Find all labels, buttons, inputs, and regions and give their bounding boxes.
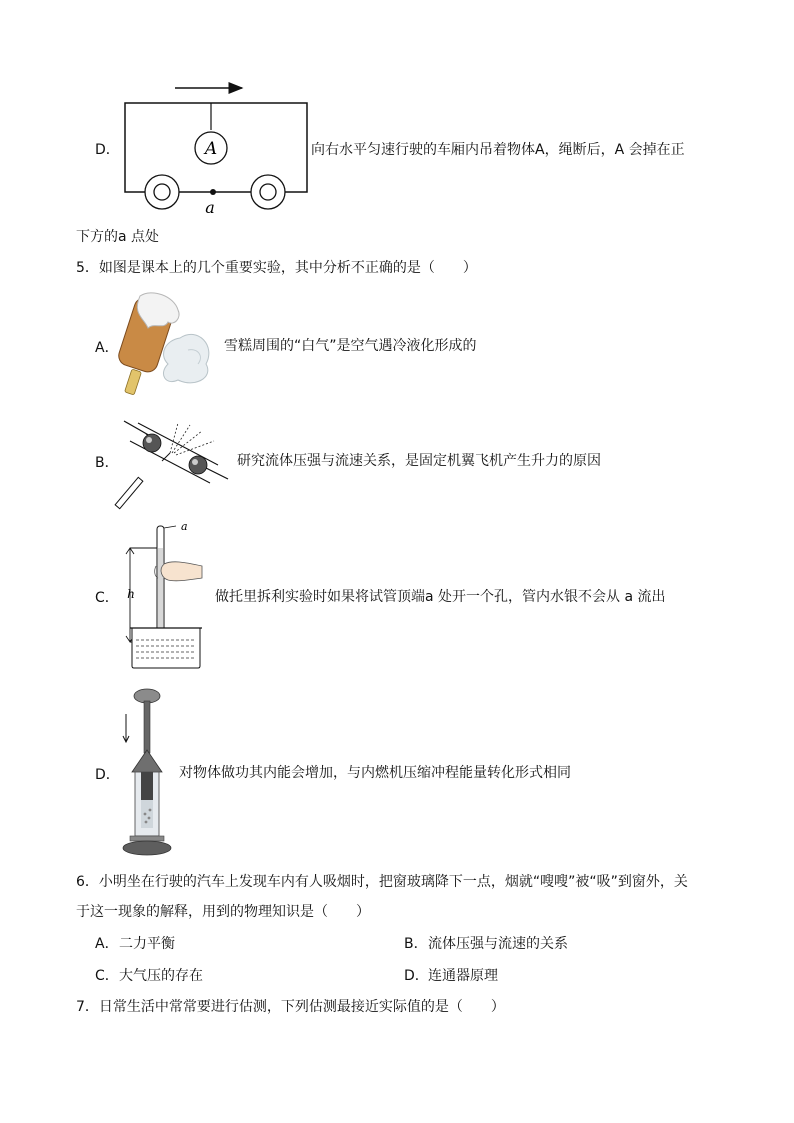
q5-option-d-label: D．	[95, 767, 120, 783]
q5-option-c-text: 做托里拆利实验时如果将试管顶端a 处开一个孔，管内水银不会从 a 流出	[215, 589, 666, 605]
torricelli-experiment-diagram	[118, 520, 210, 672]
q6-option-d-label: D．	[404, 968, 429, 984]
q5-stem: 5．如图是课本上的几个重要实验，其中分析不正确的是（ ）	[76, 260, 477, 276]
q7-stem: 7．日常生活中常常要进行估测，下列估测最接近实际值的是（ ）	[76, 999, 505, 1015]
q6-option-c-label: C．	[95, 968, 119, 984]
object-a-label: A	[204, 139, 218, 159]
point-a-label: a	[205, 198, 215, 217]
airflow-balls-diagram	[118, 415, 233, 505]
q6-stem-line2: 于这一现象的解释，用到的物理知识是（ ）	[76, 904, 370, 920]
q6-option-a-label: A．	[95, 936, 119, 952]
q5-option-b-label: B．	[95, 455, 119, 471]
height-h-label: h	[127, 587, 135, 601]
ice-cream-image	[118, 290, 218, 400]
q5-option-a-label: A．	[95, 340, 119, 356]
q6-option-a-text: 二力平衡	[119, 936, 175, 952]
q5-option-b-text: 研究流体压强与流速关系，是固定机翼飞机产生升力的原因	[237, 453, 601, 469]
q6-stem-line1: 6．小明坐在行驶的汽车上发现车内有人吸烟时，把窗玻璃降下一点，烟就“嗖嗖”被“吸”到窗外，关	[76, 874, 688, 890]
q4-option-d-text-line1: 向右水平匀速行驶的车厢内吊着物体A，绳断后，A 会掉在正	[311, 142, 685, 158]
q5-option-d-text: 对物体做功其内能会增加，与内燃机压缩冲程能量转化形式相同	[179, 765, 571, 781]
q5-option-a-text: 雪糕周围的“白气”是空气遇冷液化形成的	[224, 338, 477, 354]
air-compression-device-image	[118, 684, 176, 860]
train-car-diagram	[120, 78, 310, 218]
q4-option-d-text-line2: 下方的a 点处	[76, 229, 160, 245]
q6-option-b-text: 流体压强与流速的关系	[428, 936, 568, 952]
tube-top-a-label: a	[181, 520, 188, 533]
q4-option-d-label: D．	[95, 142, 120, 158]
q5-option-c-label: C．	[95, 590, 119, 606]
q6-option-d-text: 连通器原理	[428, 968, 498, 984]
q6-option-b-label: B．	[404, 936, 428, 952]
q6-option-c-text: 大气压的存在	[119, 968, 203, 984]
